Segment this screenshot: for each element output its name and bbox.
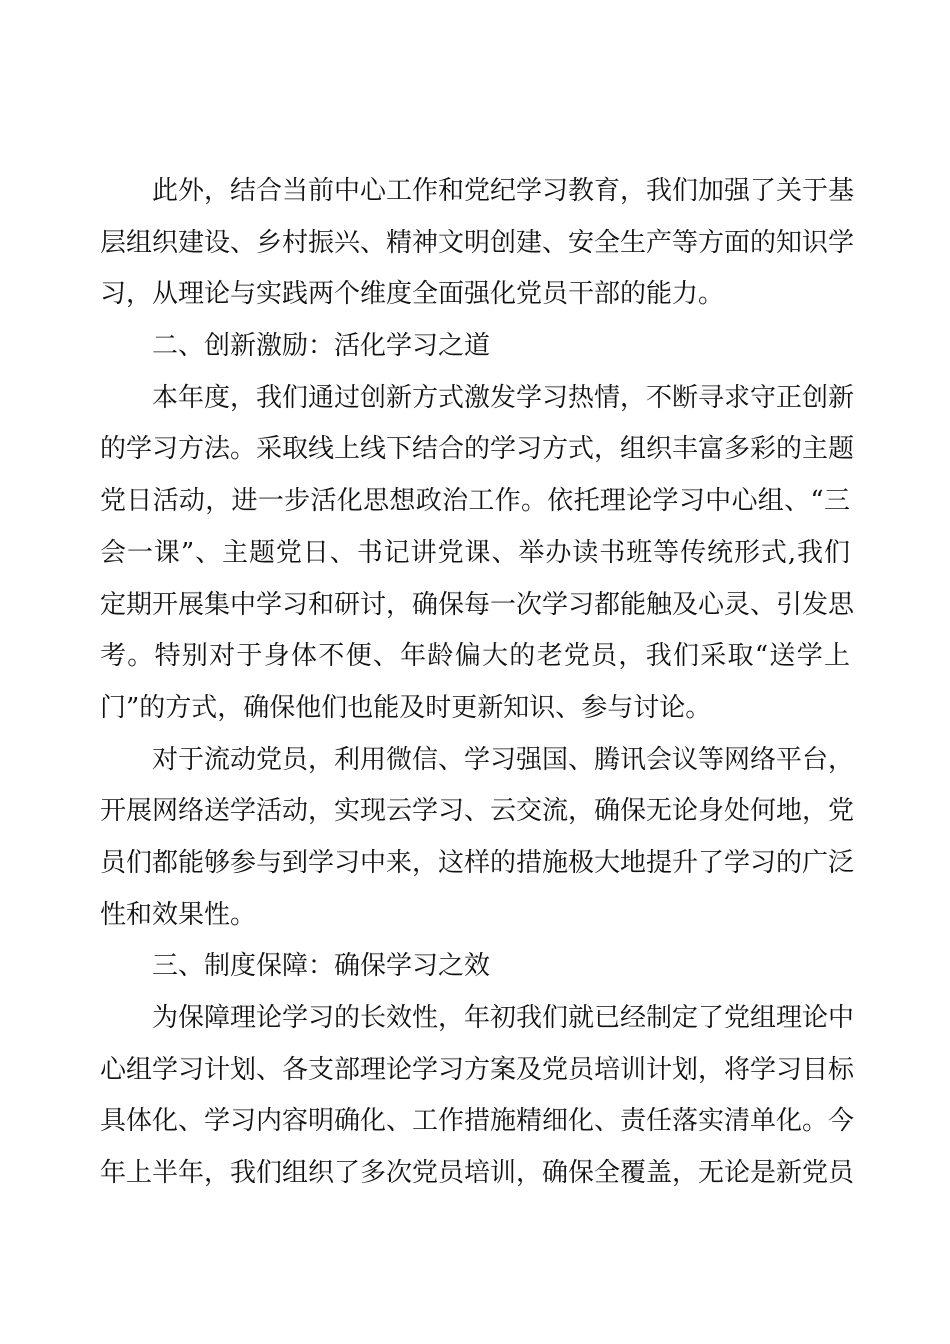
text-line: 性和效果性。 [100,899,257,930]
paragraph [100,735,855,942]
paragraph [100,993,855,1200]
text-line: 为保障理论学习的长效性，年初我们就已经制定了党组理论中 [152,1003,855,1033]
section-heading [100,941,850,993]
text-line: 习，从理论与实践两个维度全面强化党员干部的能力。 [100,279,725,310]
text-line: 门”的方式，确保他们也能及时更新知识、参与讨论。 [100,692,712,723]
section-heading-text: 三、制度保障：确保学习之效 [152,951,491,982]
section-heading-text: 二、创新激励：活化学习之道 [152,331,491,362]
text-line: 具体化、学习内容明确化、工作措施精细化、责任落实清单化。今 [100,1106,855,1137]
document-page [100,166,855,1200]
text-line: 开展网络送学活动，实现云学习、云交流，确保无论身处何地，党 [100,796,855,827]
paragraph [100,166,855,321]
text-line: 会一课”、主题党日、书记讲党课、举办读书班等传统形式,我们 [100,537,850,568]
text-line: 年上半年，我们组织了多次党员培训，确保全覆盖，无论是新党员 [100,1158,855,1189]
text-line: 层组织建设、乡村振兴、精神文明创建、安全生产等方面的知识学 [100,227,855,258]
text-line: 定期开展集中学习和研讨，确保每一次学习都能触及心灵、引发思 [100,589,855,620]
text-line: 心组学习计划、各支部理论学习方案及党员培训计划，将学习目标 [100,1054,855,1085]
text-line: 对于流动党员，利用微信、学习强国、腾讯会议等网络平台， [152,744,855,775]
text-line: 此外，结合当前中心工作和党纪学习教育，我们加强了关于基 [152,176,855,206]
section-heading [100,321,850,373]
paragraph [100,373,855,735]
text-line: 考。特别对于身体不便、年龄偏大的老党员，我们采取“送学上 [100,641,850,672]
text-line: 党日活动，进一步活化思想政治工作。依托理论学习中心组、“三 [100,486,850,517]
text-line: 的学习方法。采取线上线下结合的学习方式，组织丰富多彩的主题 [100,434,855,465]
text-line: 本年度，我们通过创新方式激发学习热情，不断寻求守正创新 [152,382,855,413]
text-line: 员们都能够参与到学习中来，这样的措施极大地提升了学习的广泛 [100,847,855,878]
